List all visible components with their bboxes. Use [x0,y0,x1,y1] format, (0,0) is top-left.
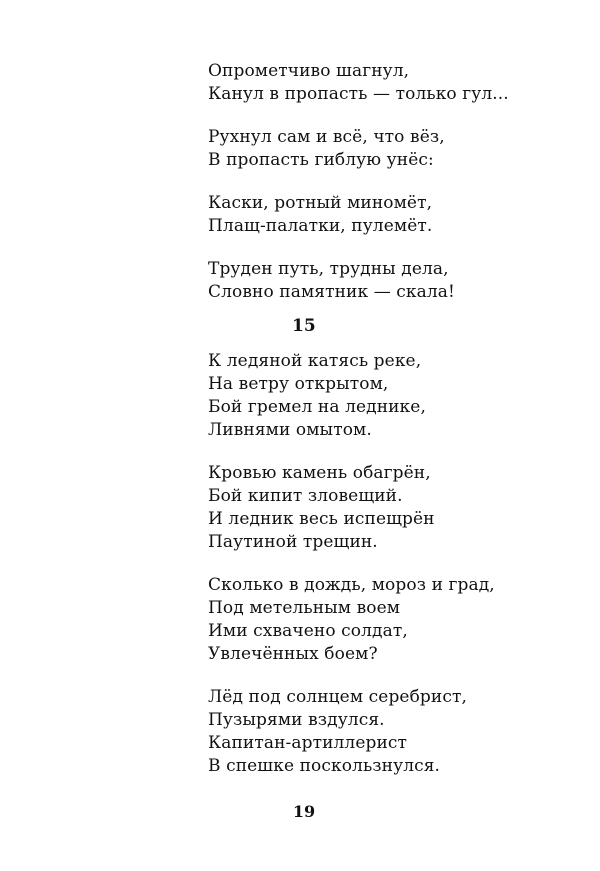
poem-line: Труден путь, трудны дела, [208,259,449,279]
poem-line: К ледяной катясь реке, [208,351,422,371]
poem-line: Ими схвачено солдат, [208,621,408,641]
stanza [208,574,568,666]
poem-text [208,60,568,778]
poem-line: Словно памятник — скала! [208,282,455,302]
poem-line: Канул в пропасть — только гул... [208,84,509,104]
poem-line: Пузырями вздулся. [208,710,385,730]
stanza [208,258,568,304]
stanza [208,60,568,106]
stanza [208,350,568,442]
poem-line: Сколько в дождь, мороз и град, [208,575,495,595]
poem-line: Рухнул сам и всё, что вёз, [208,127,445,147]
poem-line: В спешке поскользнулся. [208,756,441,776]
section-number: 15 [292,316,316,336]
poem-line: Каски, ротный миномёт, [208,193,433,213]
poem-line: Бой гремел на леднике, [208,397,426,417]
poem-line: Кровью камень обагрён, [208,463,431,483]
stanza [208,462,568,554]
stanza [208,192,568,238]
poem-line: Ливнями омытом. [208,420,372,440]
poem-line: Лёд под солнцем серебрист, [208,687,467,707]
poem-line: Увлечённых боем? [208,644,378,664]
page-number: 19 [292,802,316,821]
poem-line: Бой кипит зловещий. [208,486,403,506]
poem-line: На ветру открытом, [208,374,389,394]
stanza [208,126,568,172]
poem-line: Плащ-палатки, пулемёт. [208,216,433,236]
poem-line: Капитан-артиллерист [208,733,408,753]
stanza [208,686,568,778]
poem-line: В пропасть гиблую унёс: [208,150,434,170]
poem-line: Опрометчиво шагнул, [208,61,410,81]
poem-line: И ледник весь испещрён [208,509,435,529]
poem-line: Под метельным воем [208,598,401,618]
poem-line: Паутиной трещин. [208,532,378,552]
